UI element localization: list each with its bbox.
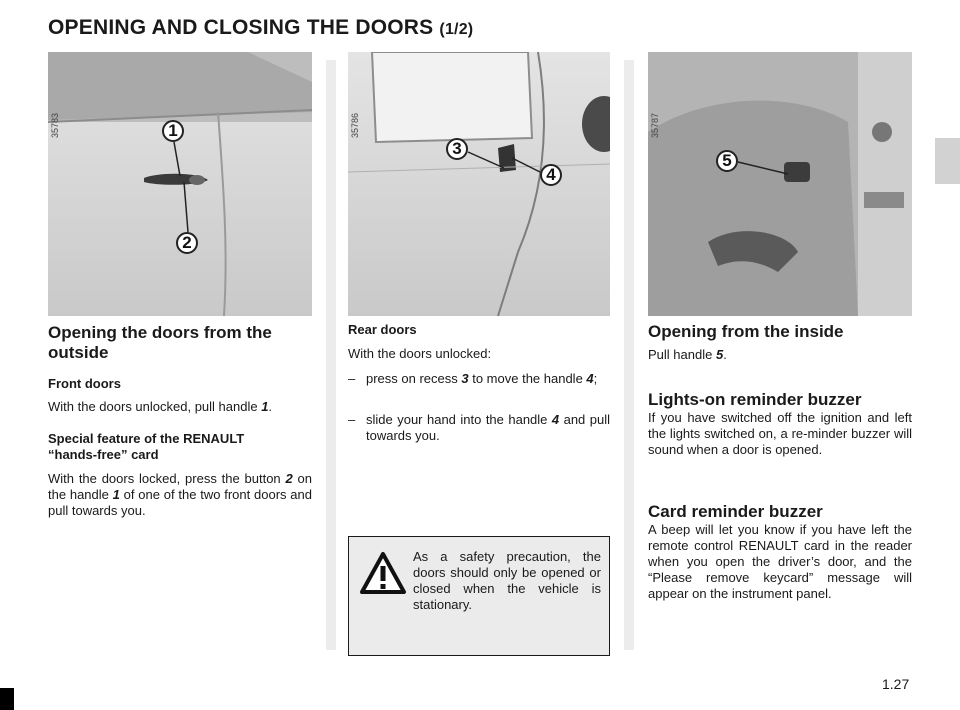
section-heading-lights-buzzer: Lights-on reminder buzzer [648,390,862,409]
chapter-tab [935,138,960,184]
page-title [48,16,473,40]
callout-5: 5 [716,150,738,172]
list-bullet: – [348,412,356,427]
page-title-part: (1/2) [439,21,474,38]
callout-2: 2 [176,232,198,254]
callout-1: 1 [162,120,184,142]
front-door-illustration [48,52,312,316]
inside-instruction: Pull handle 5. [648,347,727,362]
rear-door-illustration [348,52,610,316]
list-item-slide-hand: slide your hand into the handle 4 and pull towards you. [366,412,611,443]
callout-3: 3 [446,138,468,160]
subheading-rear-doors: Rear doors [348,322,417,337]
list-item-press-recess: press on recess 3 to move the handle 4; [366,371,598,386]
front-door-handle-photo [48,52,312,316]
subheading-front-doors: Front doors [48,376,121,391]
page-title-text: OPENING AND CLOSING THE DOORS [48,16,440,39]
page-number: 1.27 [882,676,910,692]
section-heading-card-buzzer: Card reminder buzzer [648,502,823,521]
column-divider [624,60,634,650]
subheading-hands-free-card: Special feature of the RENAULT “hands-free” card [48,431,245,462]
section-heading-inside: Opening from the inside [648,322,844,341]
interior-door-illustration [648,52,912,316]
card-buzzer-text: A beep will let you know if you have left the remote control RENAULT card in the reader when you open the driver’s door, and the “Please remove keycard” message will appear on the instrument panel. [648,522,912,601]
warning-triangle-icon [359,551,407,595]
photo-reference-number: 35783 [50,112,60,138]
safety-warning-text: As a safety precaution, the doors should only be opened or closed when the vehicle is stationary. [413,549,601,612]
rear-doors-intro: With the doors unlocked: [348,346,492,361]
photo-reference-number: 35786 [350,112,360,138]
list-bullet: – [348,371,356,386]
front-doors-instruction: With the doors unlocked, pull handle 1. [48,399,273,414]
photo-reference-number: 35787 [650,112,660,138]
callout-4: 4 [540,164,562,186]
column-divider [326,60,336,650]
safety-warning-box [348,536,610,656]
lights-buzzer-text: If you have switched off the ignition and left the lights switched on, a re-minder buzzer will sound when a door is opened. [648,410,912,457]
section-heading-outside: Opening the doors from the outside [48,323,272,362]
corner-mark [0,688,14,710]
rear-door-handle-photo [348,52,610,316]
hands-free-instruction: With the doors locked, press the button 2 on the handle 1 of one of the two front doors and pull towards you. [48,471,312,518]
inside-door-handle-photo [648,52,912,316]
